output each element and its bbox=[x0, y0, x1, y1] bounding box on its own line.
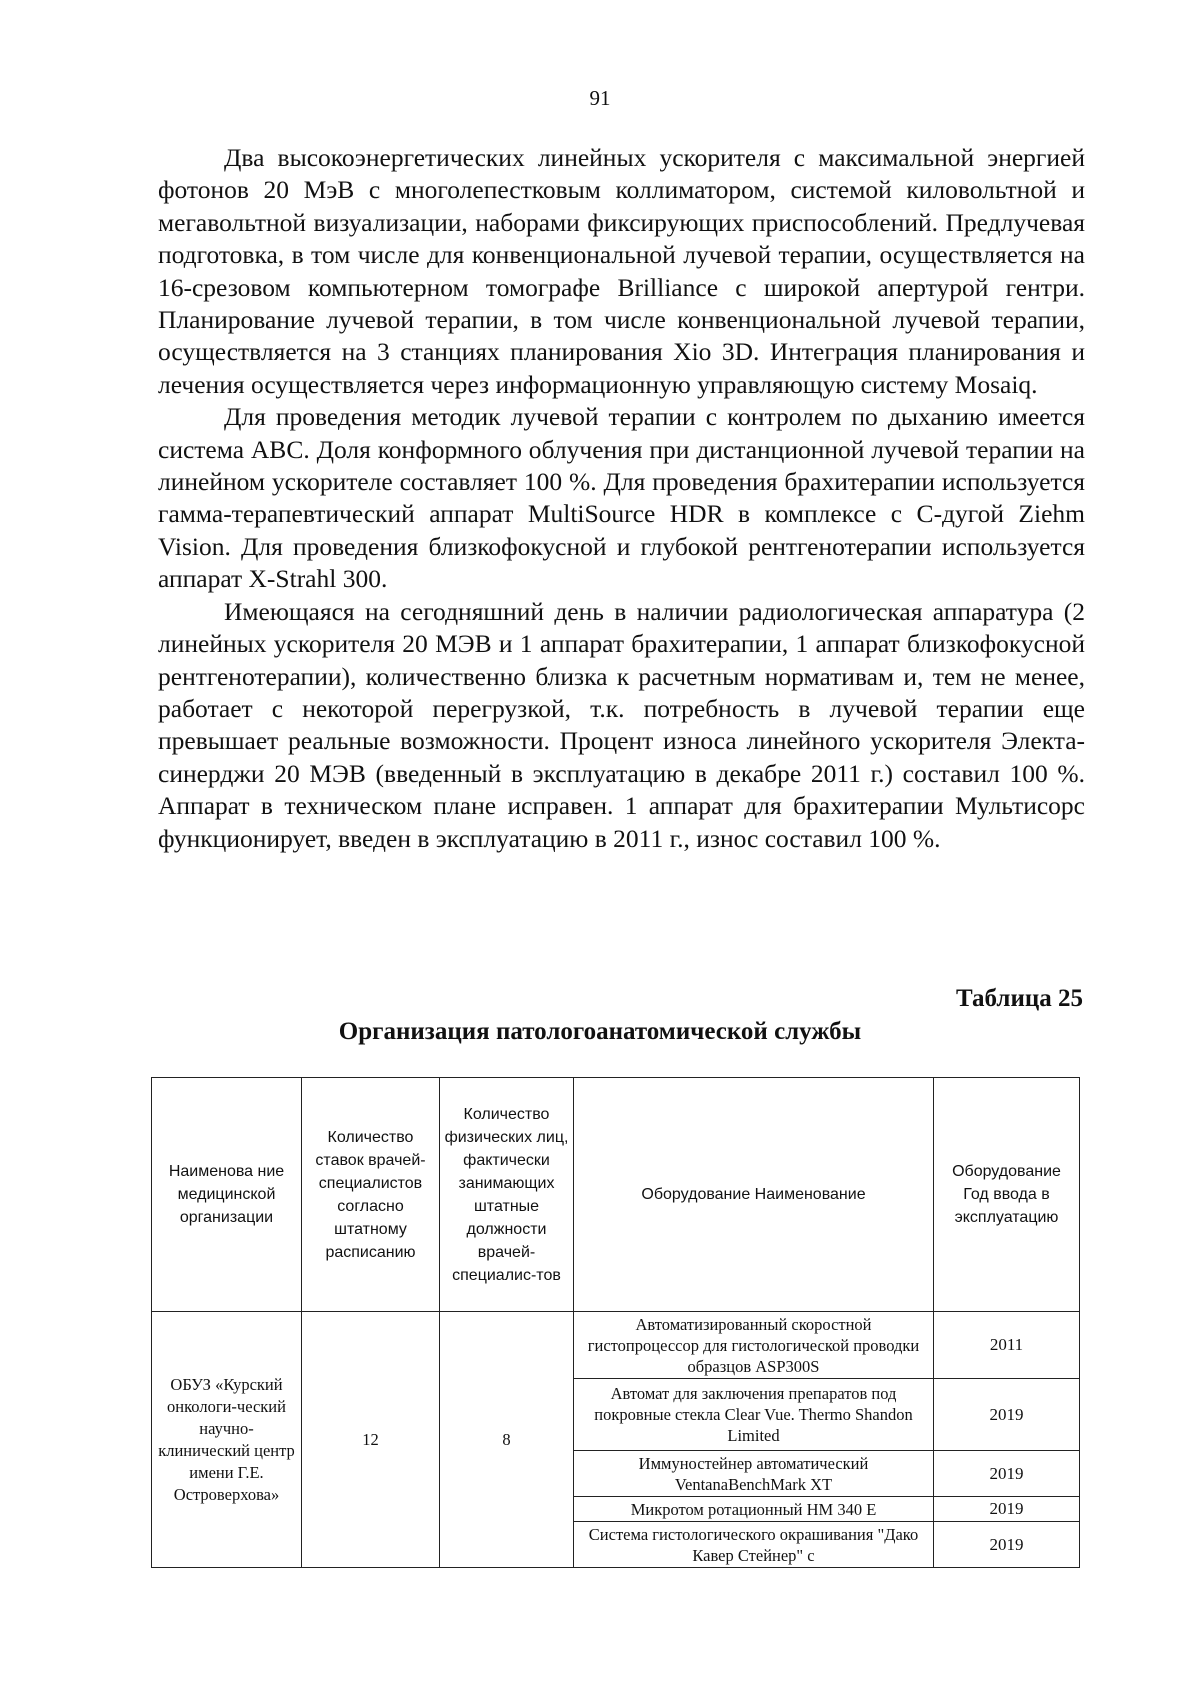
equipment-name-cell: Микротом ротационный HM 340 E bbox=[574, 1497, 934, 1522]
staff-persons-cell: 8 bbox=[440, 1312, 574, 1568]
equipment-year-cell: 2019 bbox=[934, 1451, 1080, 1497]
paragraph-brachytherapy: Для проведения методик лучевой терапии с контролем по дыханию имеется система ABC. Доля конформного облучения при дистанционной лучевой терапии на линейном ускорителе составляет 100 %. Для проведения брахитерапии используется гамма-терапевтический аппарат MultiSource HDR в комплексе с С-дугой Ziehm Vision. Для проведения близкофокусной и глубокой рентгенотерапии используется аппарат X-Strahl 300. bbox=[158, 402, 1085, 594]
table-header-row bbox=[152, 1078, 1080, 1312]
equipment-name-cell: Автоматизированный скоростной гистопроцессор для гистологической проводки образцов ASP300S bbox=[574, 1312, 934, 1379]
paragraph-accelerators: Два высокоэнергетических линейных ускорителя с максимальной энергией фотонов 20 МэВ с многолепестковым коллиматором, системой киловольтной и мегавольтной визуализации, наборами фиксирующих приспособлений. Предлучевая подготовка, в том числе для конвенциональной лучевой терапии, осуществляется на 16-срезовом компьютерном томографе Brilliance с широкой апертурой гентри. Планирование лучевой терапии, в том числе конвенциональной лучевой терапии, осуществляется на 3 станциях планирования Xio 3D. Интеграция планирования и лечения осуществляется через информационную управляющую систему Mosaiq. bbox=[158, 143, 1085, 399]
body-text bbox=[158, 142, 1085, 855]
table-title: Организация патологоанатомической службы bbox=[338, 1018, 862, 1045]
equipment-name-cell: Автомат для заключения препаратов под покровные стекла Clear Vue. Thermo Shandon Limited bbox=[574, 1379, 934, 1451]
equipment-year-cell: 2019 bbox=[934, 1522, 1080, 1568]
staff-positions-cell: 12 bbox=[302, 1312, 440, 1568]
header-staff-persons: Количество физических лиц, фактически занимающих штатные должности врачей-специалис-тов bbox=[440, 1078, 574, 1312]
equipment-name-cell: Иммуностейнер автоматический VentanaBenchMark XT bbox=[574, 1451, 934, 1497]
header-staff-positions: Количество ставок врачей-специалистов согласно штатному расписанию bbox=[302, 1078, 440, 1312]
equipment-year-cell: 2011 bbox=[934, 1312, 1080, 1379]
equipment-year-cell: 2019 bbox=[934, 1497, 1080, 1522]
header-organization: Наименова ние медицинской организации bbox=[152, 1078, 302, 1312]
paragraph-equipment-status: Имеющаяся на сегодняшний день в наличии радиологическая аппаратура (2 линейных ускорителя 20 МЭВ и 1 аппарат брахитерапии, 1 аппарат близкофокусной рентгенотерапии), количественно близка к расчетным нормативам и, тем не менее, работает с некоторой перегрузкой, т.к. потребность в лучевой терапии еще превышает реальные возможности. Процент износа линейного ускорителя Электа-синерджи 20 МЭВ (введенный в эксплуатацию в декабре 2011 г.) составил 100 %. Аппарат в техническом плане исправен. 1 аппарат для брахитерапии Мультисорс функционирует, введен в эксплуатацию в 2011 г., износ составил 100 %. bbox=[158, 596, 1085, 853]
organization-cell: ОБУЗ «Курский онкологи-ческий научно-клинический центр имени Г.Е. Островерхова» bbox=[152, 1312, 302, 1568]
table-row bbox=[152, 1312, 1080, 1379]
equipment-year-cell: 2019 bbox=[934, 1379, 1080, 1451]
header-equipment-year: Оборудование Год ввода в эксплуатацию bbox=[934, 1078, 1080, 1312]
header-equipment-name: Оборудование Наименование bbox=[574, 1078, 934, 1312]
equipment-name-cell: Система гистологического окрашивания "Дако Кавер Стейнер" с bbox=[574, 1522, 934, 1568]
pathology-service-table bbox=[151, 1077, 1080, 1568]
table-label: Таблица 25 bbox=[955, 985, 1083, 1012]
page-number: 91 bbox=[589, 86, 611, 110]
